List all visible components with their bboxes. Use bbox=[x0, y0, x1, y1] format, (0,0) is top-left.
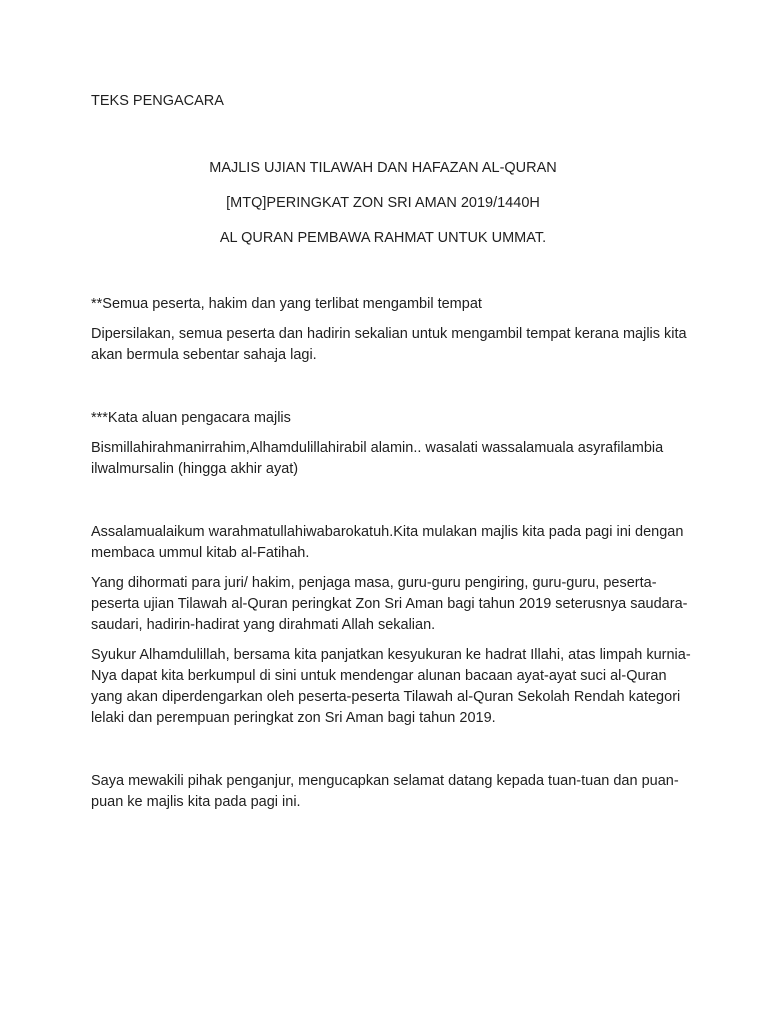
paragraph-greeting: Assalamualaikum warahmatullahiwabarokatuh.Kita mulakan majlis kita pada pagi ini dengan membaca ummul kitab al-Fatihah. bbox=[91, 524, 684, 561]
paragraph-opening-prayer: Bismillahirahmanirrahim,Alhamdulillahirabil alamin.. wasalati wassalamuala asyrafilambia ilwalmursalin (hingga akhir ayat) bbox=[91, 440, 664, 477]
document-label: TEKS PENGACARA bbox=[91, 93, 224, 109]
event-subtitle: [MTQ]PERINGKAT ZON SRI AMAN 2019/1440H bbox=[226, 195, 540, 211]
instruction-welcome-speech: ***Kata aluan pengacara majlis bbox=[91, 410, 291, 426]
paragraph-invitation: Dipersilakan, semua peserta dan hadirin sekalian untuk mengambil tempat kerana majlis kita akan bermula sebentar sahaja lagi. bbox=[91, 326, 687, 363]
event-title: MAJLIS UJIAN TILAWAH DAN HAFAZAN AL-QURAN bbox=[209, 160, 557, 176]
paragraph-gratitude: Syukur Alhamdulillah, bersama kita panjatkan kesyukuran ke hadrat Illahi, atas limpah kurnia-Nya dapat kita berkumpul di sini untuk mendengar alunan bacaan ayat-ayat suci al-Quran yang akan diperdengarkan oleh peserta-peserta Tilawah al-Quran Sekolah Rendah kategori lelaki dan perempuan peringkat zon Sri Aman bagi tahun 2019. bbox=[91, 647, 691, 726]
paragraph-welcome: Saya mewakili pihak penganjur, mengucapkan selamat datang kepada tuan-tuan dan puan-puan ke majlis kita pada pagi ini. bbox=[91, 773, 679, 810]
instruction-seating: **Semua peserta, hakim dan yang terlibat mengambil tempat bbox=[91, 296, 482, 312]
event-theme: AL QURAN PEMBAWA RAHMAT UNTUK UMMAT. bbox=[219, 230, 547, 246]
paragraph-honorifics: Yang dihormati para juri/ hakim, penjaga masa, guru-guru pengiring, guru-guru, peserta-peserta ujian Tilawah al-Quran peringkat Zon Sri Aman bagi tahun 2019 seterusnya saudara-saudari, hadirin-hadirat yang dirahmati Allah sekalian. bbox=[91, 575, 688, 633]
document-body bbox=[91, 91, 691, 813]
